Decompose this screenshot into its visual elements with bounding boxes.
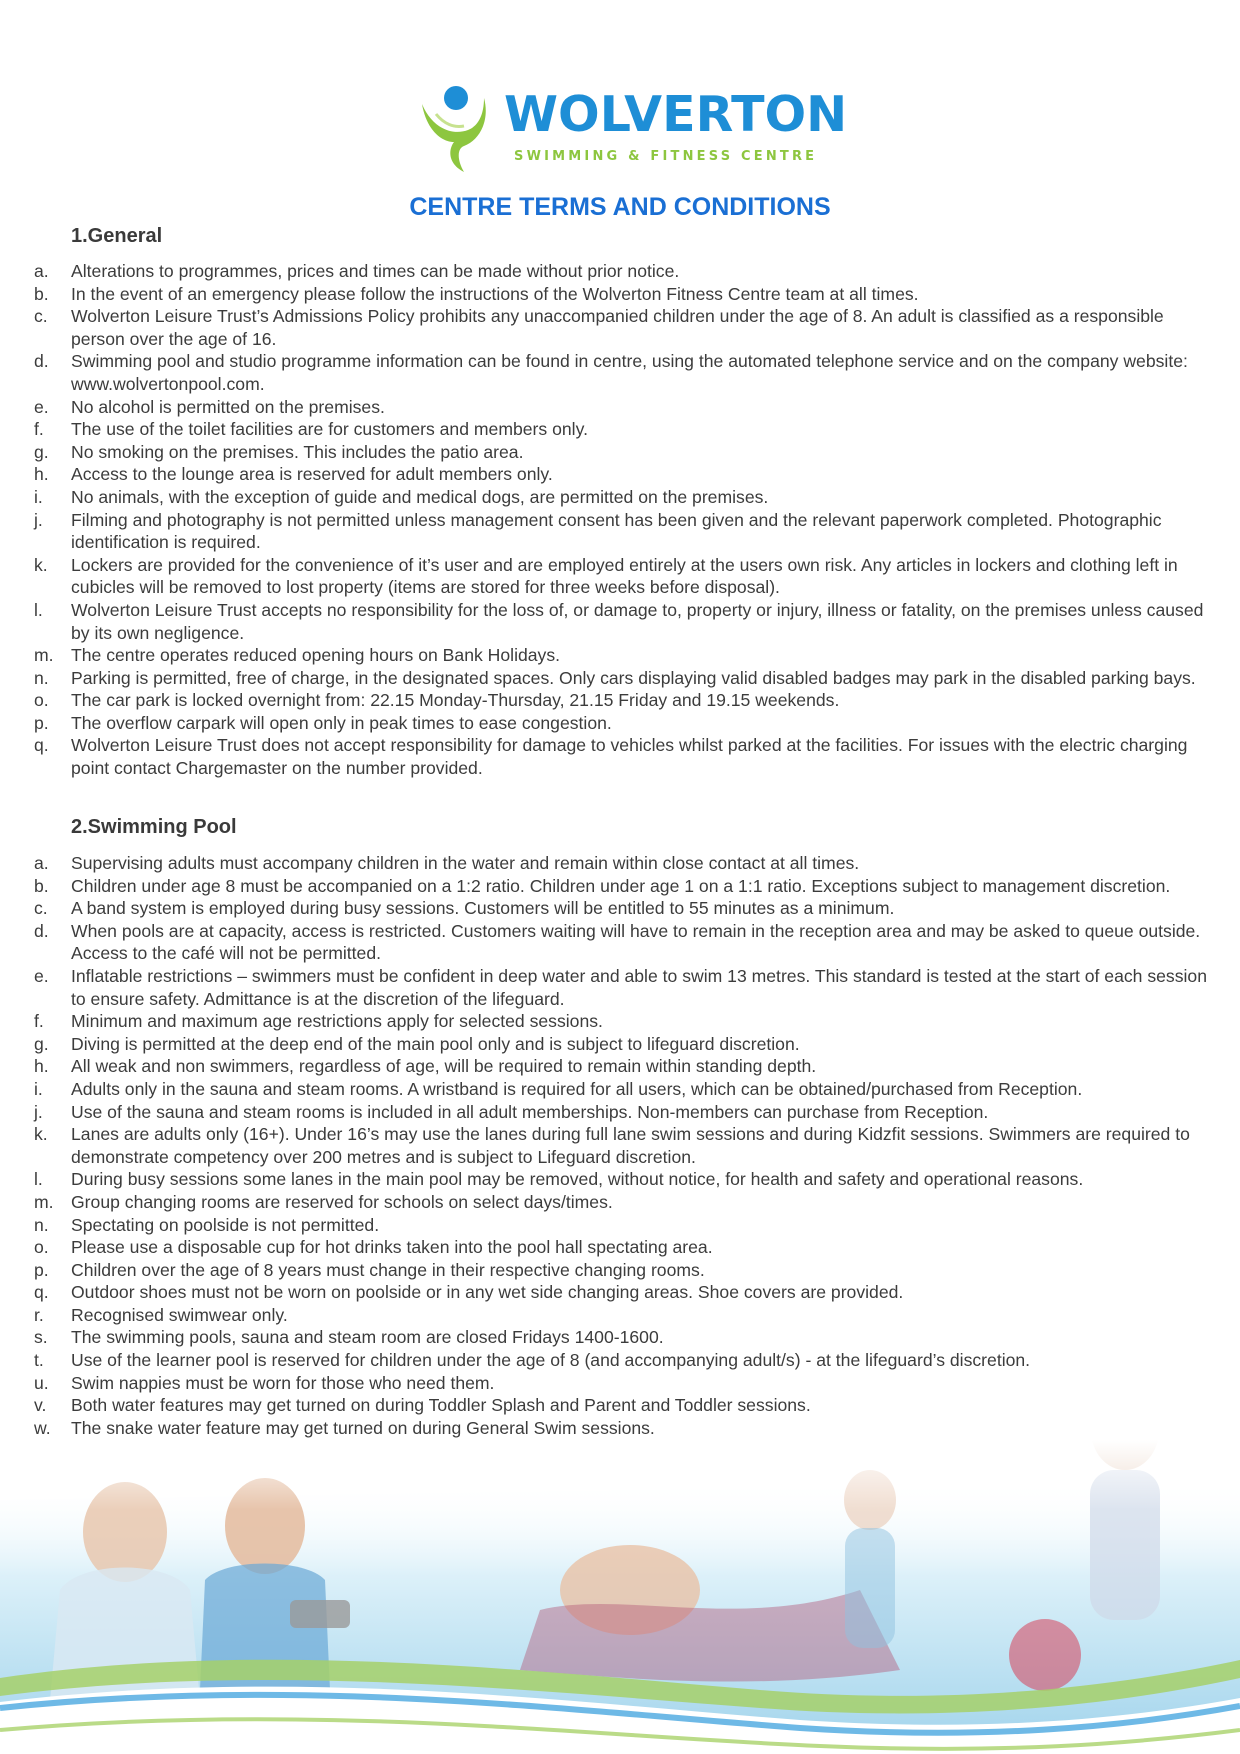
list-item-text: Spectating on poolside is not permitted. [71, 1214, 380, 1235]
list-item-marker: i. [34, 1078, 43, 1099]
list-item-text: Swimming pool and studio programme information can be found in centre, using the automated telephone service and on the company website: www.wolvertonpool.com. [71, 351, 1188, 394]
list-item-text: No animals, with the exception of guide and medical dogs, are permitted on the premises. [71, 486, 769, 507]
list-item-marker: q. [34, 1282, 49, 1303]
general-terms-list [0, 260, 1240, 780]
list-item [0, 667, 1240, 690]
list-item [0, 1078, 1240, 1101]
list-item-text: Use of the learner pool is reserved for children under the age of 8 (and accompanying adult/s) - at the lifeguard’s discretion. [71, 1350, 1031, 1371]
list-item-marker: d. [34, 920, 49, 941]
list-item-marker: j. [34, 509, 43, 530]
list-item [0, 1168, 1240, 1191]
list-item-text: All weak and non swimmers, regardless of age, will be required to remain within standing depth. [71, 1056, 817, 1077]
list-item-text: Diving is permitted at the deep end of the main pool only and is subject to lifeguard discretion. [71, 1033, 800, 1054]
page-title: CENTRE TERMS AND CONDITIONS [409, 193, 831, 221]
list-item [0, 486, 1240, 509]
list-item [0, 509, 1240, 554]
list-item-text: Group changing rooms are reserved for schools on select days/times. [71, 1191, 613, 1212]
list-item-marker: w. [34, 1417, 51, 1438]
list-item-marker: d. [34, 351, 49, 372]
logo-tagline: SWIMMING & FITNESS CENTRE [514, 149, 818, 164]
list-item-text: Outdoor shoes must not be worn on poolside or in any wet side changing areas. Shoe covers are provided. [71, 1282, 904, 1303]
list-item-text: Supervising adults must accompany children in the water and remain within close contact at all times. [71, 853, 860, 873]
list-item [0, 1349, 1240, 1372]
list-item [0, 463, 1240, 486]
list-item-text: No smoking on the premises. This includes the patio area. [71, 441, 524, 462]
list-item-text: Children over the age of 8 years must change in their respective changing rooms. [71, 1259, 705, 1280]
list-item [0, 1326, 1240, 1349]
list-item-marker: i. [34, 486, 43, 507]
list-item-marker: o. [34, 690, 49, 711]
list-item-text: Alterations to programmes, prices and times can be made without prior notice. [71, 261, 680, 281]
list-item-text: Filming and photography is not permitted unless management consent has been given and the relevant paperwork completed. Photographic identification is required. [71, 509, 1162, 553]
list-item [0, 1214, 1240, 1237]
list-item-text: Parking is permitted, free of charge, in the designated spaces. Only cars displaying valid disabled badges may park in the disabled parking bays. [71, 667, 1196, 688]
section-heading-swimming-pool: 2.Swimming Pool [71, 816, 237, 838]
list-item [0, 441, 1240, 464]
list-item [0, 1281, 1240, 1304]
list-item-marker: s. [34, 1327, 48, 1348]
list-item-marker: b. [34, 875, 49, 896]
list-item-text: Children under age 8 must be accompanied on a 1:2 ratio. Children under age 1 on a 1:1 ratio. Exceptions subject to management discretion. [71, 875, 1171, 896]
list-item [0, 396, 1240, 419]
list-item-text: The centre operates reduced opening hours on Bank Holidays. [71, 645, 561, 666]
list-item-text: A band system is employed during busy sessions. Customers will be entitled to 55 minutes as a minimum. [71, 898, 895, 919]
list-item-text: The overflow carpark will open only in peak times to ease congestion. [71, 712, 612, 733]
list-item [0, 554, 1240, 599]
swimmer-figure-icon [418, 80, 518, 180]
list-item [0, 897, 1240, 920]
list-item-text: Adults only in the sauna and steam rooms. A wristband is required for all users, which can be obtained/purchased from Reception. [71, 1078, 1083, 1099]
list-item [0, 1101, 1240, 1124]
list-item [0, 1417, 1240, 1440]
list-item-marker: a. [34, 853, 49, 873]
list-item [0, 1033, 1240, 1056]
list-item-marker: e. [34, 396, 49, 417]
list-item [0, 644, 1240, 667]
list-item [0, 920, 1240, 965]
swimming-pool-terms-list [0, 852, 1240, 1439]
list-item-text: Access to the lounge area is reserved for adult members only. [71, 464, 553, 485]
list-item [0, 734, 1240, 779]
list-item-marker: j. [34, 1101, 43, 1122]
list-item-text: The car park is locked overnight from: 22.15 Monday-Thursday, 21.15 Friday and 19.15 weekends. [71, 690, 840, 711]
list-item [0, 599, 1240, 644]
list-item-text: Please use a disposable cup for hot drinks taken into the pool hall spectating area. [71, 1237, 713, 1258]
list-item-marker: a. [34, 261, 49, 281]
list-item [0, 1394, 1240, 1417]
list-item-marker: p. [34, 1259, 49, 1280]
list-item-text: During busy sessions some lanes in the main pool may be removed, without notice, for health and safety and operational reasons. [71, 1169, 1084, 1190]
list-item-marker: t. [34, 1350, 44, 1371]
list-item-marker: c. [34, 306, 48, 327]
list-item-text: Wolverton Leisure Trust does not accept responsibility for damage to vehicles whilst parked at the facilities. For issues with the electric charging point contact Chargemaster on the number provided. [71, 735, 1188, 779]
list-item-marker: g. [34, 441, 49, 462]
list-item [0, 1236, 1240, 1259]
list-item-marker: u. [34, 1372, 49, 1393]
logo-wordmark: WOLVERTON [504, 86, 848, 143]
list-item [0, 283, 1240, 306]
list-item-text: Recognised swimwear only. [71, 1304, 288, 1325]
list-item [0, 712, 1240, 735]
list-item-marker: g. [34, 1033, 49, 1054]
list-item [0, 1123, 1240, 1168]
list-item-marker: l. [34, 599, 43, 620]
fitness-photo-collage [0, 1440, 1240, 1754]
list-item-marker: o. [34, 1237, 49, 1258]
list-item [0, 1259, 1240, 1282]
list-item [0, 875, 1240, 898]
list-item-marker: k. [34, 554, 48, 575]
list-item-text: Use of the sauna and steam rooms is included in all adult memberships. Non-members can purchase from Reception. [71, 1101, 989, 1122]
list-item-text: No alcohol is permitted on the premises. [71, 396, 385, 417]
list-item-marker: v. [34, 1395, 47, 1416]
list-item-text: The swimming pools, sauna and steam room are closed Fridays 1400-1600. [71, 1327, 664, 1348]
list-item-marker: r. [34, 1304, 44, 1325]
list-item-marker: k. [34, 1124, 48, 1145]
list-item-marker: h. [34, 1056, 49, 1077]
list-item-marker: c. [34, 898, 48, 919]
list-item [0, 1304, 1240, 1327]
list-item-marker: f. [34, 1011, 44, 1032]
list-item-marker: q. [34, 735, 49, 756]
list-item-marker: n. [34, 1214, 49, 1235]
list-item [0, 350, 1240, 395]
list-item-text: Swim nappies must be worn for those who need them. [71, 1372, 495, 1393]
list-item-text: Both water features may get turned on during Toddler Splash and Parent and Toddler sessions. [71, 1395, 811, 1416]
list-item [0, 689, 1240, 712]
list-item-marker: m. [34, 1191, 54, 1212]
list-item-text: Inflatable restrictions – swimmers must be confident in deep water and able to swim 13 metres. This standard is tested at the start of each session to ensure safety. Admittance is at the discretion of the lifeguard. [71, 965, 1207, 1009]
list-item [0, 1010, 1240, 1033]
list-item-text: Lanes are adults only (16+). Under 16’s may use the lanes during full lane swim sessions and during Kidzfit sessions. Swimmers are required to demonstrate competency over 200 metres and is subject to Lifeguard discretion. [71, 1124, 1190, 1167]
list-item [0, 1372, 1240, 1395]
list-item-marker: m. [34, 645, 54, 666]
wolverton-logo [418, 80, 848, 180]
list-item-text: Lockers are provided for the convenience of it’s user and are employed entirely at the users own risk. Any articles in lockers and clothing left in cubicles will be removed to lost property (items are stored for three weeks before disposal). [71, 554, 1178, 598]
list-item-text: When pools are at capacity, access is restricted. Customers waiting will have to remain in the reception area and may be asked to queue outside. Access to the café will not be permitted. [71, 920, 1201, 964]
list-item-marker: l. [34, 1169, 43, 1190]
list-item [0, 1191, 1240, 1214]
list-item [0, 852, 1240, 875]
list-item [0, 260, 1240, 283]
list-item-marker: e. [34, 965, 49, 986]
list-item-text: In the event of an emergency please follow the instructions of the Wolverton Fitness Centre team at all times. [71, 283, 919, 304]
list-item-text: The snake water feature may get turned on during General Swim sessions. [71, 1417, 655, 1438]
list-item-marker: n. [34, 667, 49, 688]
list-item-text: Wolverton Leisure Trust accepts no responsibility for the loss of, or damage to, property or injury, illness or fatality, on the premises unless caused by its own negligence. [71, 599, 1204, 643]
list-item-marker: p. [34, 712, 49, 733]
list-item-marker: h. [34, 464, 49, 485]
list-item-marker: b. [34, 283, 49, 304]
list-item [0, 418, 1240, 441]
list-item [0, 305, 1240, 350]
list-item [0, 1055, 1240, 1078]
list-item-text: Wolverton Leisure Trust’s Admissions Policy prohibits any unaccompanied children under the age of 8. An adult is classified as a responsible person over the age of 16. [71, 306, 1164, 349]
list-item-marker: f. [34, 419, 44, 440]
section-heading-general: 1.General [71, 225, 163, 247]
list-item [0, 965, 1240, 1010]
list-item-text: The use of the toilet facilities are for customers and members only. [71, 419, 588, 440]
list-item-text: Minimum and maximum age restrictions apply for selected sessions. [71, 1011, 603, 1032]
